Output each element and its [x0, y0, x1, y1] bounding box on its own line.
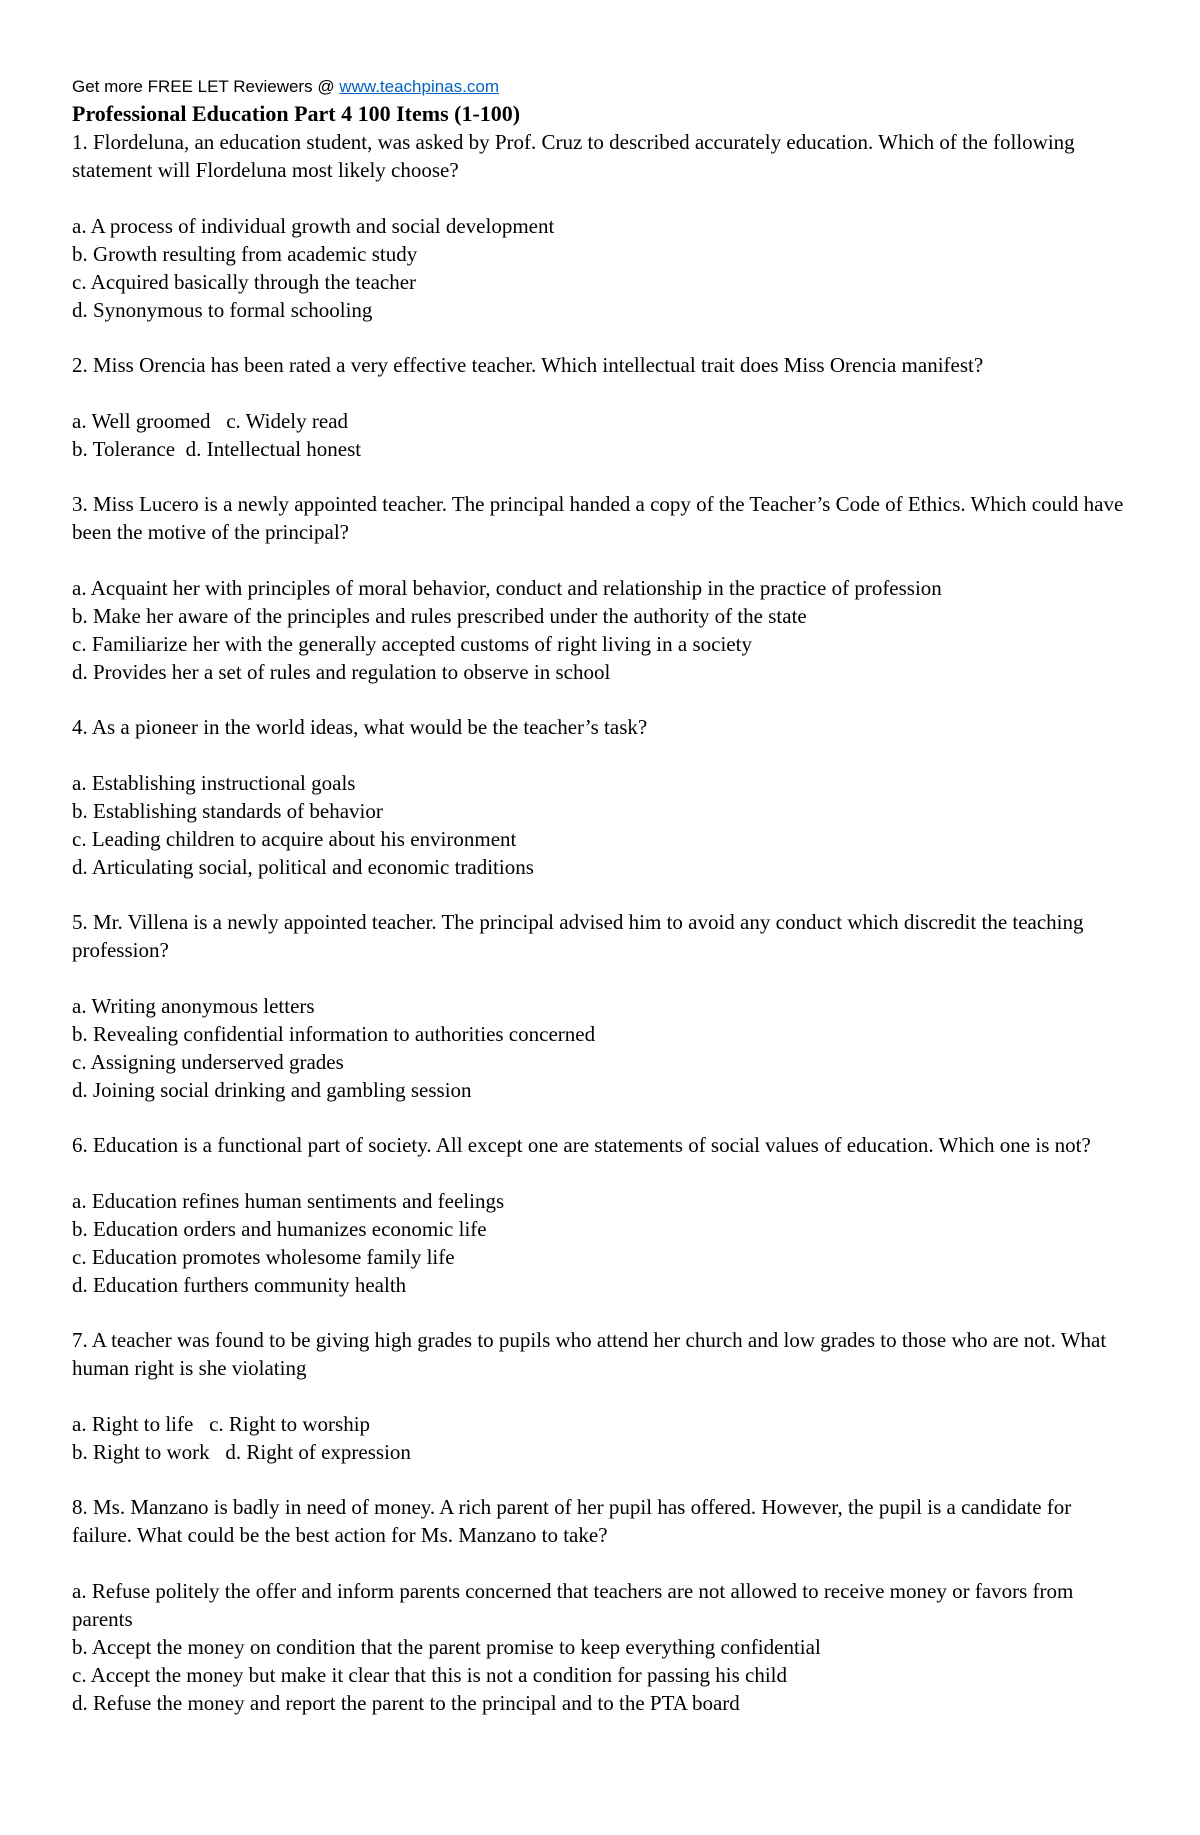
answer-option: a. Education refines human sentiments and feelings [72, 1189, 505, 1213]
answer-option: d. Joining social drinking and gambling session [72, 1078, 472, 1102]
question-stem: 1. Flordeluna, an education student, was asked by Prof. Cruz to described accurately education. Which of the following statement will Flordeluna most likely choose? [72, 130, 1075, 182]
answer-option: d. Provides her a set of rules and regulation to observe in school [72, 660, 611, 684]
question-spacer [72, 463, 1132, 490]
answer-option: a. Right to life c. Right to worship [72, 1412, 371, 1436]
answer-option: b. Make her aware of the principles and rules prescribed under the authority of the state [72, 604, 807, 628]
answer-option: c. Familiarize her with the generally accepted customs of right living in a society [72, 632, 752, 656]
question-list [72, 128, 1132, 1717]
answer-options [72, 407, 1132, 463]
answer-options [72, 574, 1132, 686]
answer-option: c. Education promotes wholesome family life [72, 1245, 455, 1269]
question-block [72, 351, 1132, 463]
document-content [72, 74, 1132, 1717]
answer-option: b. Education orders and humanizes economic life [72, 1217, 487, 1241]
answer-option: b. Growth resulting from academic study [72, 242, 418, 266]
question-stem: 4. As a pioneer in the world ideas, what would be the teacher’s task? [72, 715, 648, 739]
question-spacer [72, 881, 1132, 908]
question-stem: 6. Education is a functional part of society. All except one are statements of social values of education. Which one is not? [72, 1133, 1091, 1157]
answer-option: b. Revealing confidential information to authorities concerned [72, 1022, 596, 1046]
teachpinas-link[interactable]: www.teachpinas.com [339, 77, 499, 96]
question-spacer [72, 1104, 1132, 1131]
question-block [72, 908, 1132, 1104]
answer-options [72, 1187, 1132, 1299]
answer-option: d. Refuse the money and report the parent to the principal and to the PTA board [72, 1691, 740, 1715]
question-spacer [72, 324, 1132, 351]
answer-option: b. Accept the money on condition that the parent promise to keep everything confidential [72, 1635, 821, 1659]
answer-option: d. Synonymous to formal schooling [72, 298, 373, 322]
answer-option: c. Accept the money but make it clear that this is not a condition for passing his child [72, 1663, 788, 1687]
question-block [72, 1493, 1132, 1717]
question-block [72, 1131, 1132, 1299]
answer-option: b. Right to work d. Right of expression [72, 1440, 411, 1464]
answer-option: a. A process of individual growth and social development [72, 214, 555, 238]
answer-option: a. Acquaint her with principles of moral behavior, conduct and relationship in the practice of profession [72, 576, 942, 600]
answer-option: d. Articulating social, political and economic traditions [72, 855, 534, 879]
answer-options [72, 1410, 1132, 1466]
answer-option: c. Assigning underserved grades [72, 1050, 344, 1074]
answer-options [72, 212, 1132, 324]
answer-option: a. Well groomed c. Widely read [72, 409, 349, 433]
question-stem: 5. Mr. Villena is a newly appointed teacher. The principal advised him to avoid any conduct which discredit the teaching profession? [72, 910, 1084, 962]
answer-options [72, 1577, 1132, 1717]
question-spacer [72, 1299, 1132, 1326]
answer-option: a. Refuse politely the offer and inform parents concerned that teachers are not allowed to receive money or favors from parents [72, 1579, 1079, 1631]
question-stem: 2. Miss Orencia has been rated a very effective teacher. Which intellectual trait does Miss Orencia manifest? [72, 353, 984, 377]
answer-option: b. Tolerance d. Intellectual honest [72, 437, 362, 461]
promo-text: Get more FREE LET Reviewers @ [72, 77, 340, 96]
question-block [72, 490, 1132, 686]
question-block [72, 713, 1132, 881]
document-title: Professional Education Part 4 100 Items (1-100) [72, 101, 521, 126]
answer-option: c. Acquired basically through the teacher [72, 270, 417, 294]
question-spacer [72, 1466, 1132, 1493]
question-stem: 7. A teacher was found to be giving high grades to pupils who attend her church and low grades to those who are not. What human right is she violating [72, 1328, 1107, 1380]
question-stem: 3. Miss Lucero is a newly appointed teacher. The principal handed a copy of the Teacher’s Code of Ethics. Which could have been the motive of the principal? [72, 492, 1124, 544]
answer-option: a. Establishing instructional goals [72, 771, 356, 795]
answer-options [72, 769, 1132, 881]
answer-option: c. Leading children to acquire about his environment [72, 827, 517, 851]
question-block [72, 1326, 1132, 1466]
answer-option: d. Education furthers community health [72, 1273, 407, 1297]
answer-option: b. Establishing standards of behavior [72, 799, 383, 823]
question-stem: 8. Ms. Manzano is badly in need of money. A rich parent of her pupil has offered. However, the pupil is a candidate for failure. What could be the best action for Ms. Manzano to take? [72, 1495, 1072, 1547]
answer-option: a. Writing anonymous letters [72, 994, 315, 1018]
question-spacer [72, 686, 1132, 713]
promo-line [72, 74, 1132, 100]
question-block [72, 128, 1132, 324]
answer-options [72, 992, 1132, 1104]
